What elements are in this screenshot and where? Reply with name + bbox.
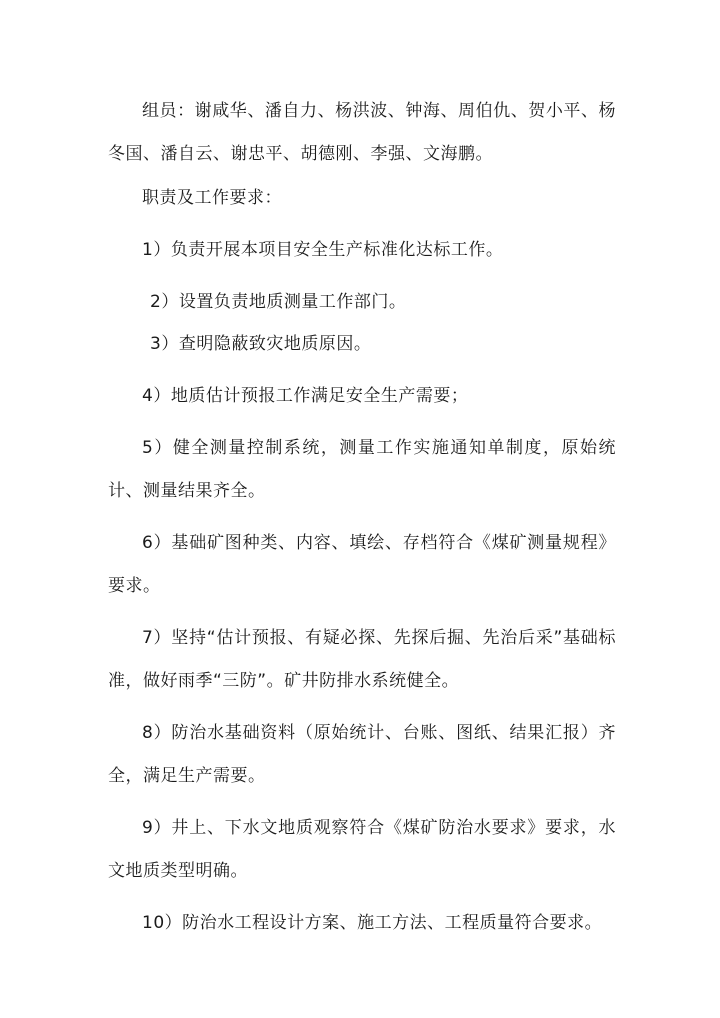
list-item-7: 7）坚持“估计预报、有疑必探、先探后掘、先治后采”基础标准，做好雨季“三防”。矿井防排水系统健全。 bbox=[108, 628, 616, 691]
members-paragraph: 组员：谢咸华、潘自力、杨洪波、钟海、周伯仇、贺小平、杨冬国、潘自云、谢忠平、胡德刚、李强、文海鹏。 bbox=[108, 101, 616, 164]
list-item-3: 3）查明隐蔽致灾地质原因。 bbox=[150, 334, 372, 354]
list-item-10: 10）防治水工程设计方案、施工方法、工程质量符合要求。 bbox=[142, 913, 603, 933]
duties-heading: 职责及工作要求： bbox=[142, 188, 282, 208]
document-body bbox=[108, 90, 616, 945]
list-item-4: 4）地质估计预报工作满足安全生产需要； bbox=[142, 386, 469, 406]
list-item-2: 2）设置负责地质测量工作部门。 bbox=[150, 292, 407, 312]
list-item-1: 1）负责开展本项目安全生产标准化达标工作。 bbox=[142, 240, 504, 260]
list-item-9: 9）井上、下水文地质观察符合《煤矿防治水要求》要求，水文地质类型明确。 bbox=[108, 818, 616, 881]
list-item-8: 8）防治水基础资料（原始统计、台账、图纸、结果汇报）齐全，满足生产需要。 bbox=[108, 723, 616, 786]
list-item-5: 5）健全测量控制系统，测量工作实施通知单制度，原始统计、测量结果齐全。 bbox=[108, 438, 616, 501]
list-item-6: 6）基础矿图种类、内容、填绘、存档符合《煤矿测量规程》要求。 bbox=[108, 533, 616, 596]
